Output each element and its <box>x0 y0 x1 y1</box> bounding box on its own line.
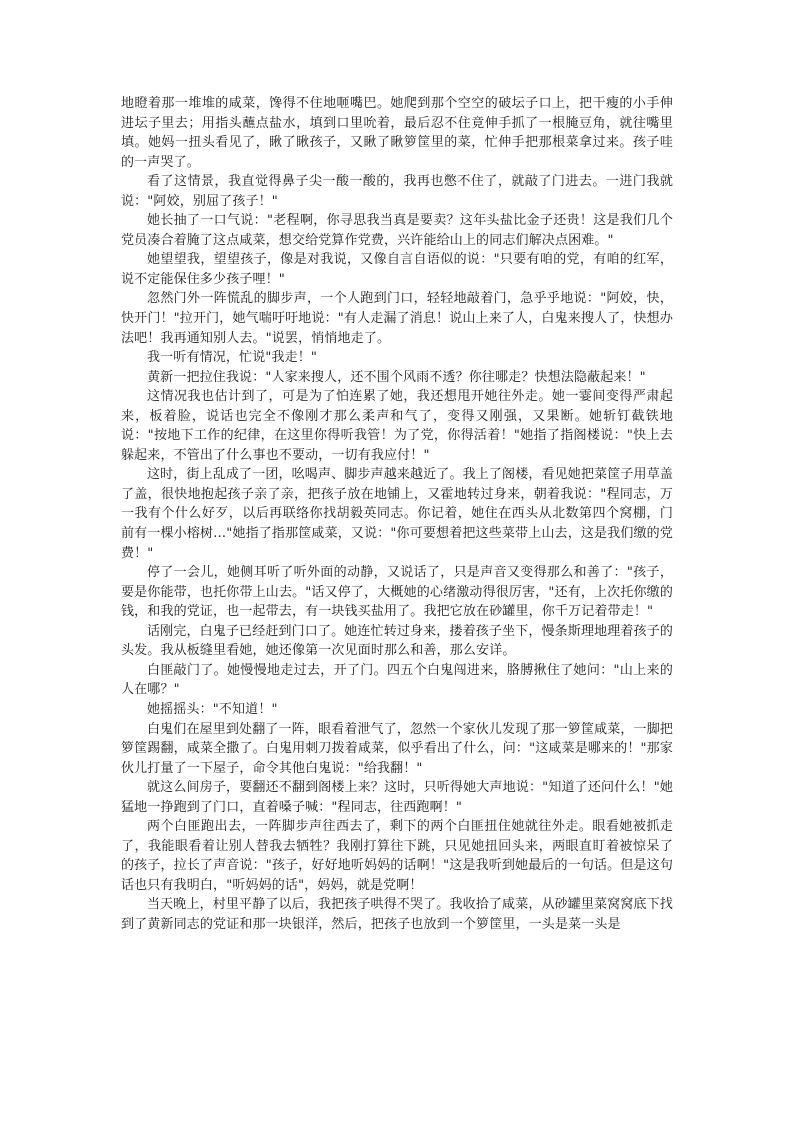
paragraph-3: 她长抽了一口气说："老程啊，你寻思我当真是要卖？这年头盐比金子还贵！这是我们几个党员凑合着腌了这点咸菜，想交给党算作党费，兴许能给山上的同志们解决点困难。" <box>121 213 673 248</box>
paragraph-14: 白鬼们在屋里到处翻了一阵，眼看着泄气了，忽然一个家伙儿发现了那一箩筐咸菜，一脚把箩筐踢翻，咸菜全撒了。白鬼用刺刀拨着咸菜，似乎看出了什么，问："这咸菜是哪来的！"那家伙儿打量了一下屋子，命令其他白鬼说："给我翻！" <box>121 721 674 776</box>
paragraph-2: 看了这情景，我直觉得鼻子尖一酸一酸的，我再也憋不住了，就敲了门进去。一进门我就说："阿姣，别屈了孩子！" <box>121 174 673 209</box>
paragraph-12: 白匪敲门了。她慢慢地走过去，开了门。四五个白鬼闯进来，胳膊揪住了她问："山上来的人在哪？" <box>121 662 673 698</box>
document-body <box>121 94 673 935</box>
paragraph-13: 她摇摇头："不知道！" <box>147 701 278 717</box>
paragraph-1: 地瞪着那一堆堆的咸菜，馋得不住地咂嘴巴。她爬到那个空空的破坛子口上，把干瘦的小手伸进坛子里去；用指头蘸点盐水，填到口里吮着，最后忍不住竟伸手抓了一根腌豆角，就往嘴里填。她妈一扭头看见了，瞅了瞅孩子，又瞅了瞅箩筐里的菜，忙伸手把那根菜拿过来。孩子哇的一声哭了。 <box>121 96 673 170</box>
paragraph-5: 忽然门外一阵慌乱的脚步声，一个人跑到门口，轻轻地敲着门，急乎乎地说："阿姣，快，快开门！"拉开门，她气喘吁吁地说："有人走漏了消息！说山上来了人，白鬼来搜人了，快想办法吧！我再通知别人去。"说罢，悄悄地走了。 <box>121 291 673 346</box>
paragraph-17: 当天晚上，村里平静了以后，我把孩子哄得不哭了。我收拾了咸菜，从砂罐里菜窝窝底下找到了黄新同志的党证和那一块银洋，然后，把孩子也放到一个箩筐里，一头是菜一头是 <box>121 897 674 932</box>
paragraph-4: 她望望我，望望孩子，像是对我说，又像自言自语似的说："只要有咱的党，有咱的红军，说不定能保住多少孩子哩！" <box>121 252 673 287</box>
paragraph-11: 话刚完，白鬼子已经赶到门口了。她连忙转过身来，搂着孩子坐下，慢条斯理地理着孩子的头发。我从板缝里看她，她还像第一次见面时那么和善，那么安详。 <box>121 623 674 659</box>
paragraph-15: 就这么间房子，要翻还不翻到阁楼上来？这时，只听得她大声地说："知道了还问什么！"她猛地一挣跑到了门口，直着嗓子喊："程同志，往西跑啊！" <box>121 780 673 815</box>
paragraph-8: 这情况我也估计到了，可是为了怕连累了她，我还想甩开她往外走。她一霎间变得严肃起来，板着脸，说话也完全不像刚才那么柔声和气了，变得又刚强，又果断。她斩钉截铁地说："按地下工作的纪律，在这里你得听我管！为了党，你得活着！"她指了指阁楼说："快上去躲起来，不管出了什么事也不要动，一切有我应付！" <box>121 389 673 463</box>
paragraph-7: 黄新一把拉住我说："人家来搜人，还不围个风雨不透？你往哪走？快想法隐蔽起来！" <box>147 369 646 385</box>
paragraph-10: 停了一会儿，她侧耳听了听外面的动静，又说话了，只是声音又变得那么和善了："孩子，要是你能带，也托你带上山去。"话又停了，大概她的心绪激动得很厉害，"还有，上次托你缴的钱，和我的党证，也一起带去，有一块钱买盐用了。我把它放在砂罐里，你千万记着带走！" <box>121 565 673 620</box>
paragraph-16: 两个白匪跑出去，一阵脚步声往西去了，剩下的两个白匪扭住她就往外走。眼看她被抓走了，我能眼看着让别人替我去牺牲？我刚打算往下跳，只见她扭回头来，两眼直盯着被惊呆了的孩子，拉长了声音说："孩子，好好地听妈妈的话啊！"这是我听到她最后的一句话。但是这句话也只有我明白，"听妈妈的话"，妈妈，就是党啊！ <box>121 819 673 893</box>
paragraph-6: 我一听有情况，忙说"我走！" <box>147 350 318 366</box>
paragraph-9: 这时，街上乱成了一团，吆喝声、脚步声越来越近了。我上了阁楼，看见她把菜筐子用草盖了盖，很快地抱起孩子亲了亲，把孩子放在地铺上，又霍地转过身来，朝着我说："程同志，万一我有个什么好歹，以后再联络你找胡毅英同志。你记着，她住在西头从北数第四个窝棚，门前有一棵小榕树…"她指了指那筐咸菜，又说："你可要想着把这些菜带上山去，这是我们缴的党费！" <box>121 467 674 561</box>
